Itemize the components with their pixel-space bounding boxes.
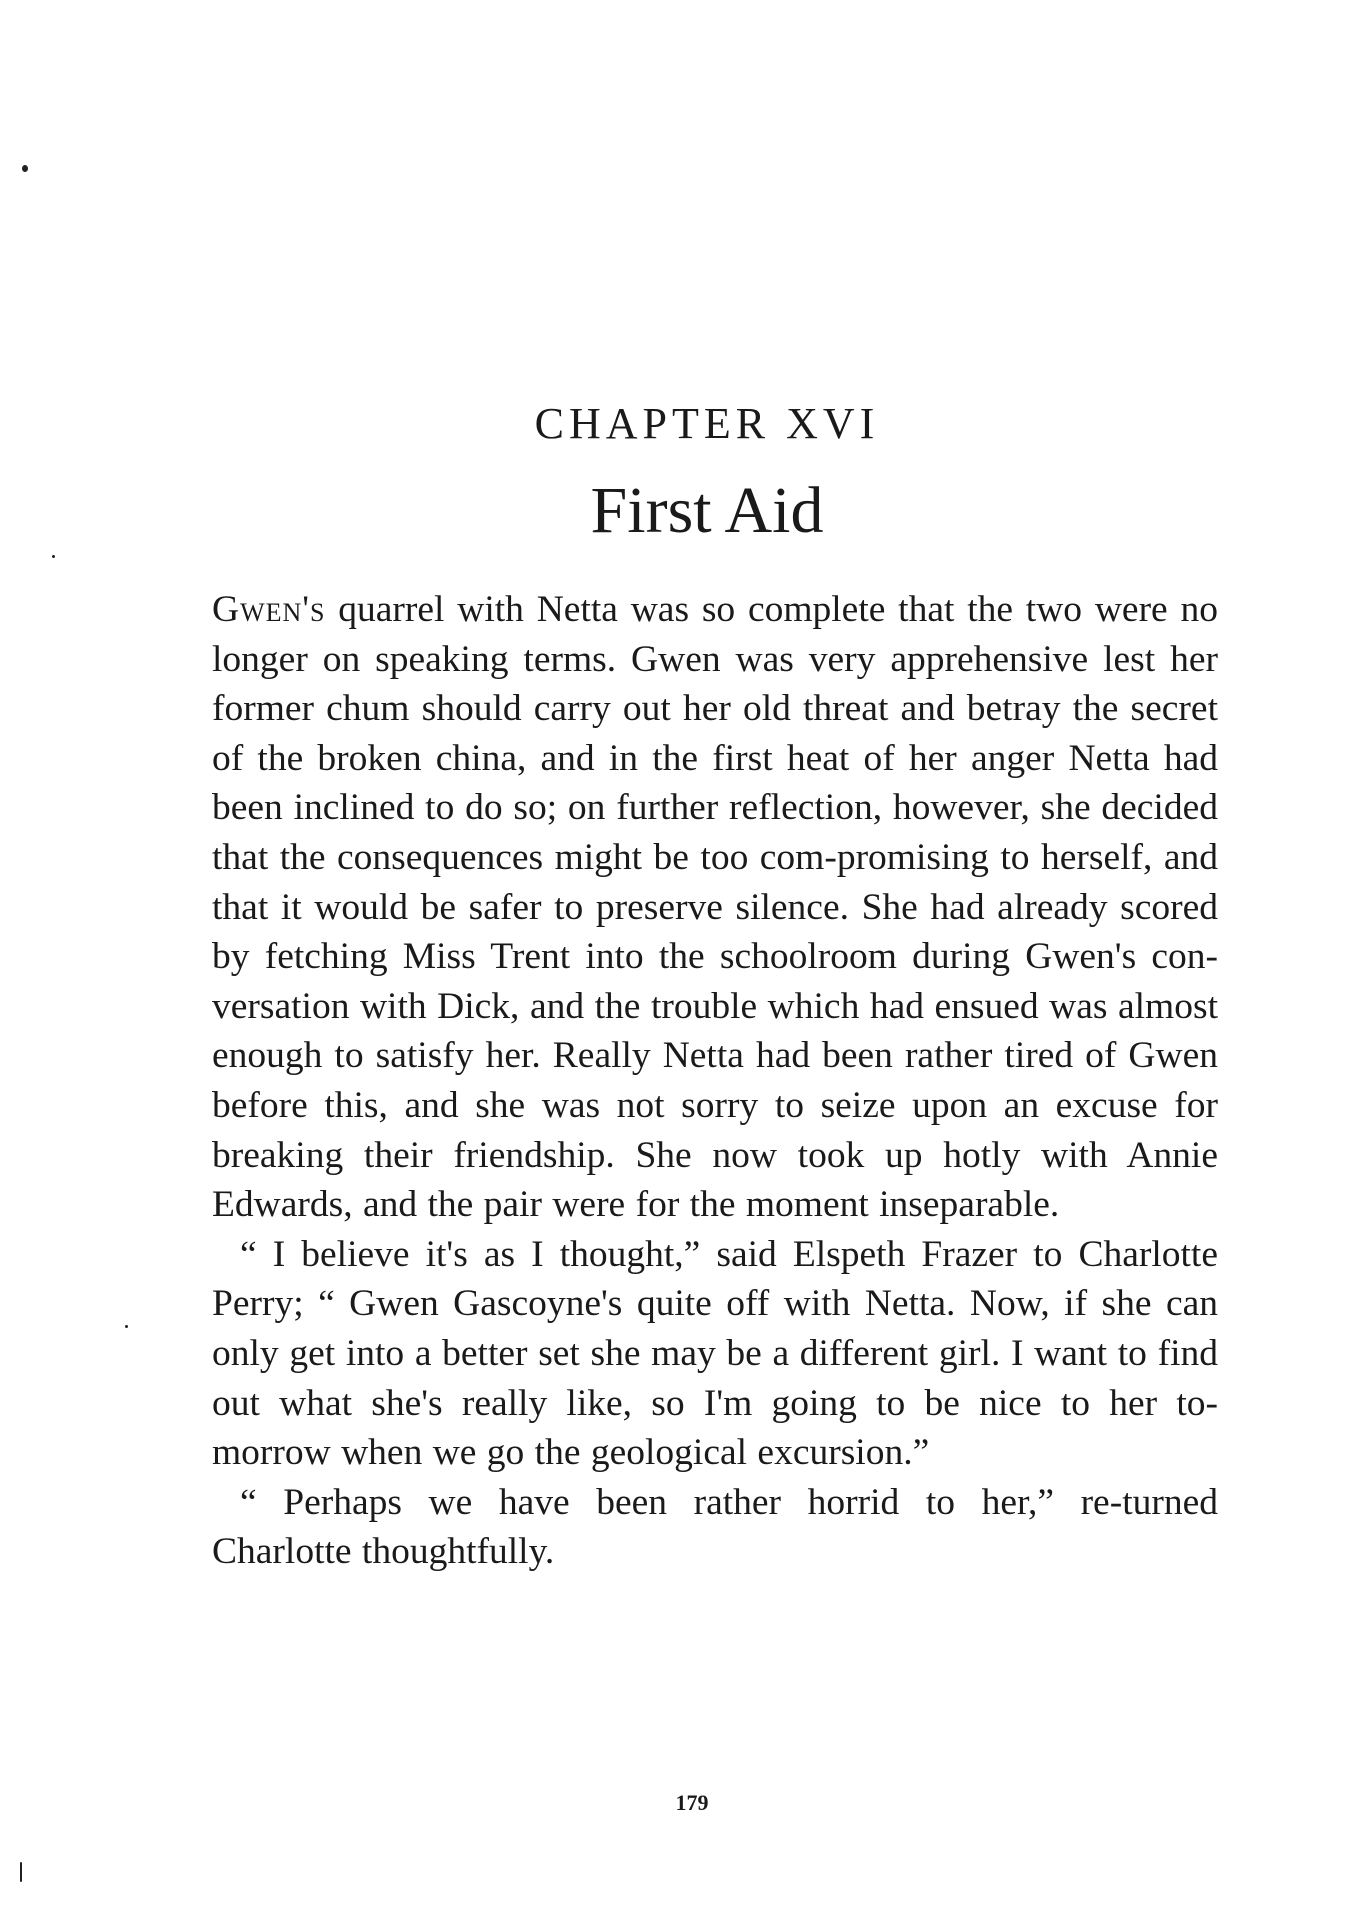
ink-speck	[125, 1325, 128, 1328]
page-number: 179	[675, 1790, 709, 1815]
ink-speck	[52, 555, 55, 558]
ink-speck	[20, 1862, 22, 1882]
paragraph-text: quarrel with Netta was so complete that the two were no longer on speaking terms. Gwen was very apprehensive lest her former chum should carry out her old threat and betray the secret of the broken china, and in the first heat of her anger Netta had been inclined to do so; on further reflection, however, she decided that the consequences might be too com-promising to herself, and that it would be safer to preserve silence. She had already scored by fetching Miss Trent into the schoolroom during Gwen's con-versation with Dick, and the trouble which had ensued was almost enough to satisfy her. Really Netta had been rather tired of Gwen before this, and she was not sorry to seize upon an excuse for breaking their friendship. She now took up hotly with Annie Edwards, and the pair were for the moment inseparable.	[212, 589, 1218, 1226]
paragraph: “ Perhaps we have been rather horrid to her,” re-turned Charlotte thoughtfully.	[212, 1481, 1218, 1573]
chapter-heading: CHAPTER XVI	[534, 399, 880, 448]
body-text	[212, 585, 1218, 1577]
paragraph-lead-word: Gwen's	[212, 589, 326, 630]
paragraph	[212, 585, 1218, 1230]
paragraph: “ I believe it's as I thought,” said Elspeth Frazer to Charlotte Perry; “ Gwen Gascoyne's quite off with Netta. Now, if she can only get into a better set she may be a different girl. I want to find out what she's really like, so I'm going to be nice to her to-morrow when we go the geological excursion.”	[212, 1233, 1218, 1474]
chapter-title: First Aid	[590, 474, 824, 547]
ink-speck	[22, 165, 28, 172]
